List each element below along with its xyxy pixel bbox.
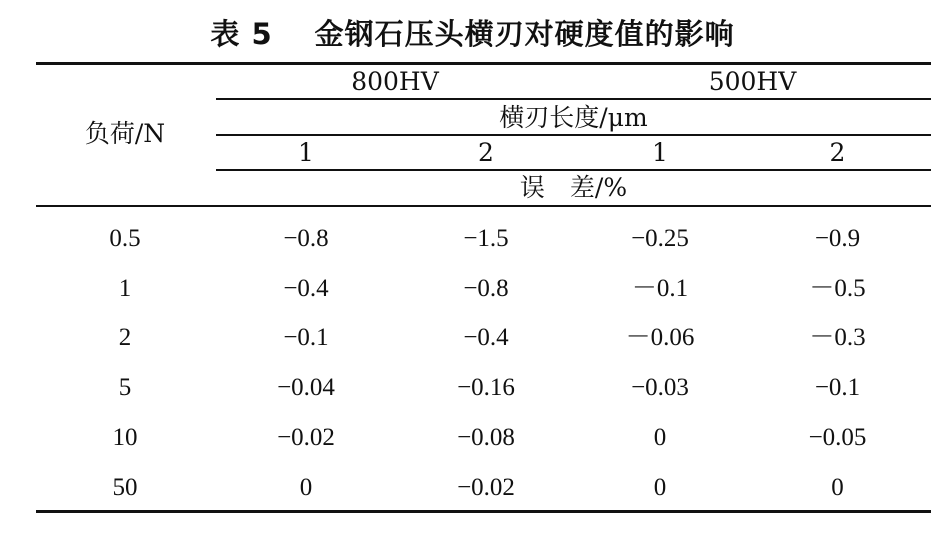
value-cell: −0.03	[631, 374, 689, 401]
header-bottom-rule	[36, 205, 931, 207]
load-cell: 1	[118, 275, 132, 302]
unit-row: 误 差/%	[519, 173, 628, 202]
subheader-rule	[216, 134, 931, 136]
value-cell: −0.4	[463, 324, 509, 351]
value-cell: 0	[299, 474, 313, 501]
load-cell: 0.5	[109, 225, 141, 252]
value-cell: −0.25	[631, 225, 689, 252]
value-cell: 0	[653, 424, 667, 451]
bottom-rule	[36, 510, 931, 513]
row-header: 负荷/N	[84, 119, 166, 148]
load-cell: 50	[112, 474, 138, 501]
table-title: 金钢石压头横刃对硬度值的影响	[314, 17, 735, 51]
load-cell: 5	[118, 374, 132, 401]
value-cell: −0.04	[277, 374, 335, 401]
value-cell: －0.06	[625, 324, 695, 351]
group-rule	[216, 98, 931, 100]
value-cell: −0.8	[283, 225, 329, 252]
subheader-edge-length: 横刃长度/μm	[499, 103, 648, 132]
sub-column-4: 2	[829, 138, 846, 167]
value-cell: 0	[831, 474, 844, 501]
sub-column-1: 1	[298, 138, 314, 167]
value-cell: －0.5	[809, 275, 866, 302]
column-number-rule	[216, 169, 931, 171]
load-cell: 2	[118, 324, 132, 351]
value-cell: −0.9	[814, 225, 861, 252]
top-rule	[36, 62, 931, 65]
value-cell: −0.16	[457, 374, 515, 401]
group-header-800hv: 800HV	[351, 67, 439, 96]
load-cell: 10	[112, 424, 138, 451]
value-cell: −0.1	[814, 374, 861, 401]
value-cell: −0.08	[457, 424, 515, 451]
value-cell: −0.02	[277, 424, 335, 451]
value-cell: −0.1	[283, 324, 329, 351]
value-cell: −1.5	[463, 225, 509, 252]
sub-column-3: 1	[652, 138, 668, 167]
sub-column-2: 2	[478, 138, 494, 167]
value-cell: －0.3	[809, 324, 866, 351]
value-cell: －0.1	[631, 275, 689, 302]
table-number: 表 5	[210, 17, 273, 51]
value-cell: −0.05	[808, 424, 867, 451]
value-cell: −0.02	[457, 474, 515, 501]
value-cell: −0.4	[283, 275, 329, 302]
table-caption	[0, 14, 945, 54]
value-cell: 0	[653, 474, 667, 501]
group-header-500hv: 500HV	[708, 67, 797, 96]
value-cell: −0.8	[463, 275, 509, 302]
